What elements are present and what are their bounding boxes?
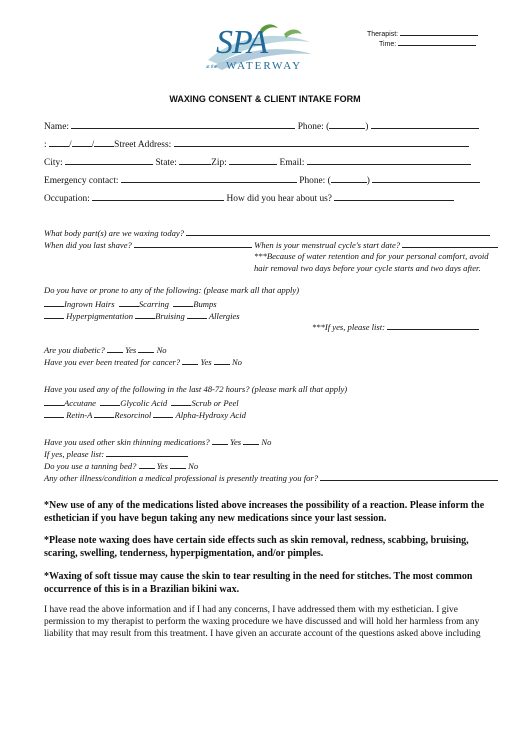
phone-area-field[interactable] <box>329 119 365 129</box>
dob-day-field[interactable] <box>72 137 92 147</box>
hyperpigmentation-label: Hyperpigmentation <box>66 311 133 321</box>
thinning-question: Have you used other skin thinning medications? <box>44 437 210 447</box>
menstrual-field[interactable] <box>402 238 498 248</box>
resorcinol-label: Resorcinol <box>114 410 152 420</box>
cancer-yes-label: Yes <box>200 357 212 367</box>
thinning-yes-label: Yes <box>229 437 242 447</box>
emergency-field[interactable] <box>121 173 297 183</box>
time-field[interactable] <box>398 38 476 46</box>
phone2-area-field[interactable] <box>331 173 367 183</box>
allergies-label: Allergies <box>208 311 240 321</box>
tanning-yes-label: Yes <box>156 461 168 471</box>
last-shave-field[interactable] <box>134 238 252 248</box>
bruising-check[interactable] <box>135 309 155 319</box>
tanning-yes-check[interactable] <box>139 459 155 469</box>
emergency-label: Emergency contact: <box>44 176 119 186</box>
menstrual-note-line-2: hair removal two days before your cycle starts and two days after. <box>254 263 481 273</box>
consent-paragraph: I have read the above information and if I had any concerns, I have addressed them with my esthetician. I give permission to my therapist to perform the waxing procedure we have discussed and will hold her harmless from any liability that may result from this treatment. I have given an accurate account of the questions asked above including <box>44 605 481 639</box>
thinning-list-field[interactable] <box>106 447 188 457</box>
warning-soft-tissue: *Waxing of soft tissue may cause the skin to tear resulting in the need for stitches. The most common occurrence of this is in a Brazilian bikini wax. <box>44 571 473 595</box>
glycolic-label: Glycolic Acid <box>120 398 168 408</box>
city-label: City: <box>44 158 63 168</box>
alpha-hydroxy-check[interactable] <box>153 408 173 418</box>
ingrown-check[interactable] <box>44 297 64 307</box>
form-title: WAXING CONSENT & CLIENT INTAKE FORM <box>169 94 361 104</box>
thinning-no-check[interactable] <box>243 435 259 445</box>
illness-question: Any other illness/condition a medical professional is presently treating you for? <box>44 473 319 483</box>
conditions-list-label: ***If yes, please list: <box>312 322 386 332</box>
heard-field[interactable] <box>334 191 454 201</box>
phone2-number-field[interactable] <box>372 173 480 183</box>
name-label: Name: <box>44 122 69 132</box>
dob-label: : <box>44 140 47 150</box>
ingrown-label: Ingrown Hairs <box>64 299 115 309</box>
conditions-list-field[interactable] <box>387 320 479 330</box>
zip-label: Zip: <box>211 158 227 168</box>
accutane-check[interactable] <box>44 396 64 406</box>
scarring-check[interactable] <box>119 297 139 307</box>
thinning-list-label: If yes, please list: <box>44 449 105 459</box>
menstrual-label: When is your menstrual cycle's start date? <box>254 240 401 250</box>
body-parts-label: What body part(s) are we waxing today? <box>44 228 185 238</box>
cancer-no-check[interactable] <box>214 355 230 365</box>
street-field[interactable] <box>174 137 469 147</box>
dob-sep-1: / <box>68 140 72 150</box>
name-field[interactable] <box>71 119 295 129</box>
diabetic-no-check[interactable] <box>138 343 154 353</box>
state-label: State: <box>155 158 177 168</box>
diabetic-question: Are you diabetic? <box>44 345 105 355</box>
logo-main-text: SPA <box>216 24 268 61</box>
alpha-hydroxy-label: Alpha-Hydroxy Acid <box>175 410 246 420</box>
retin-a-check[interactable] <box>44 408 64 418</box>
illness-field[interactable] <box>320 471 498 481</box>
phone-label: Phone: ( <box>297 122 330 132</box>
email-field[interactable] <box>307 155 471 165</box>
therapist-field[interactable] <box>400 28 478 36</box>
phone-close: ) <box>365 122 369 132</box>
tanning-no-check[interactable] <box>170 459 186 469</box>
accutane-label: Accutane <box>64 398 96 408</box>
glycolic-check[interactable] <box>100 396 120 406</box>
body-parts-field[interactable] <box>186 226 490 236</box>
hyperpigmentation-check[interactable] <box>44 309 64 319</box>
phone2-label: Phone: ( <box>299 176 331 186</box>
menstrual-note-line-1: ***Because of water retention and for your personal comfort, avoid <box>254 251 489 261</box>
logo-sub-prefix: at the <box>206 65 217 70</box>
retin-a-label: Retin-A <box>66 410 93 420</box>
state-field[interactable] <box>179 155 211 165</box>
tanning-question: Do you use a tanning bed? <box>44 461 137 471</box>
cancer-yes-check[interactable] <box>182 355 198 365</box>
allergies-check[interactable] <box>187 309 207 319</box>
bumps-label: Bumps <box>193 299 217 309</box>
products-question: Have you used any of the following in the last 48-72 hours? (please mark all that apply) <box>44 384 348 394</box>
cancer-question: Have you ever been treated for cancer? <box>44 357 181 367</box>
diabetic-no-label: No <box>156 345 167 355</box>
street-label: Street Address: <box>114 140 172 150</box>
occupation-label: Occupation: <box>44 194 90 204</box>
phone2-close: ) <box>366 176 370 186</box>
resorcinol-check[interactable] <box>94 408 114 418</box>
dob-sep-2: / <box>91 140 95 150</box>
time-label: Time: <box>379 41 397 48</box>
occupation-field[interactable] <box>92 191 224 201</box>
cancer-no-label: No <box>231 357 242 367</box>
scrub-check[interactable] <box>171 396 191 406</box>
last-shave-label: When did you last shave? <box>44 240 132 250</box>
spa-logo <box>200 20 318 76</box>
email-label: Email: <box>279 158 305 168</box>
thinning-no-label: No <box>261 437 272 447</box>
bumps-check[interactable] <box>173 297 193 307</box>
tanning-no-label: No <box>188 461 199 471</box>
dob-year-field[interactable] <box>94 137 114 147</box>
dob-month-field[interactable] <box>49 137 69 147</box>
phone-number-field[interactable] <box>371 119 479 129</box>
conditions-question: Do you have or prone to any of the following: (please mark all that apply) <box>44 285 300 295</box>
bruising-label: Bruising <box>155 311 185 321</box>
diabetic-yes-check[interactable] <box>107 343 123 353</box>
zip-field[interactable] <box>229 155 277 165</box>
scrub-label: Scrub or Peel <box>191 398 239 408</box>
scarring-label: Scarring <box>138 299 169 309</box>
heard-label: How did you hear about us? <box>226 194 332 204</box>
thinning-yes-check[interactable] <box>212 435 228 445</box>
therapist-label: Therapist: <box>367 31 399 38</box>
logo-sub-text: WATERWAY <box>226 60 303 72</box>
city-field[interactable] <box>65 155 153 165</box>
warning-side-effects: *Please note waxing does have certain side effects such as skin removal, redness, scabbing, bruising, scaring, swelling, tenderness, hyperpigmentation, and/or pimples. <box>44 535 469 559</box>
warning-medications: *New use of any of the medications listed above increases the possibility of a reaction. Please inform the esthetician if you have begun taking any new medications since your last session. <box>44 500 485 524</box>
diabetic-yes-label: Yes <box>125 345 137 355</box>
